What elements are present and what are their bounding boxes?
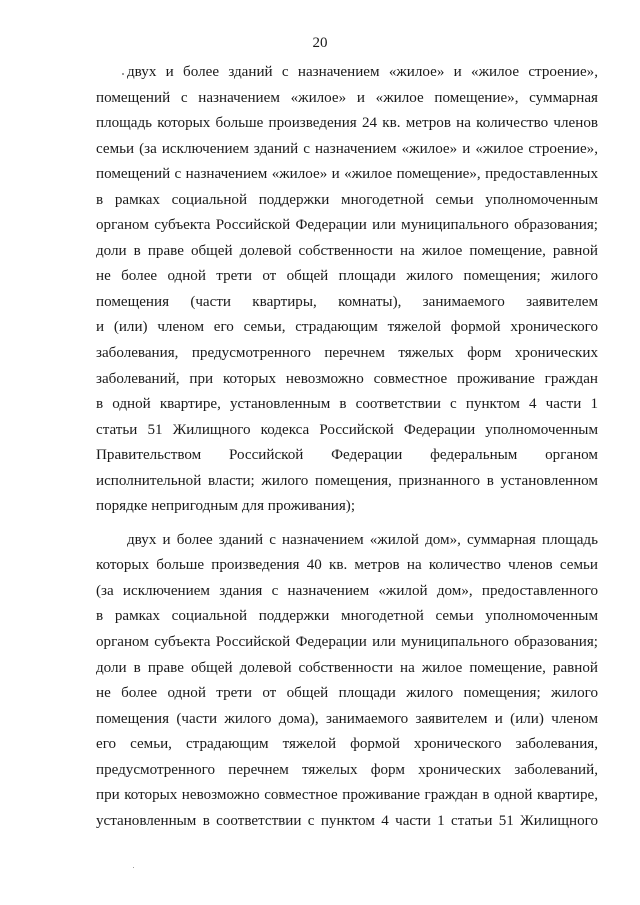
text-line: доли в праве общей долевой собственности на жилое помещение, равной	[96, 242, 598, 259]
text-line: в рамках социальной поддержки многодетной семьи уполномоченным	[96, 191, 598, 208]
text-line: предусмотренного перечнем тяжелых форм хронических заболеваний,	[96, 761, 598, 778]
text-line: статьи 51 Жилищного кодекса Российской Федерации уполномоченным	[96, 421, 598, 438]
text-line: двух и более зданий с назначением «жилой дом», суммарная площадь	[127, 531, 598, 548]
text-line: и (или) членом его семьи, страдающим тяжелой формой хронического	[96, 319, 598, 336]
text-line: в одной квартире, установленным в соответствии с пунктом 4 части 1	[96, 396, 598, 413]
text-line: не более одной трети от общей площади жилого помещения; жилого	[96, 268, 598, 285]
text-line: не более одной трети от общей площади жилого помещения; жилого	[96, 685, 598, 702]
page-number: 20	[312, 35, 328, 51]
text-line: помещений с назначением «жилое» и «жилое помещение», предоставленных	[96, 166, 598, 183]
text-line: при которых невозможно совместное проживание граждан в одной квартире,	[96, 787, 598, 804]
scan-speck	[133, 867, 134, 868]
text-line: которых больше произведения 40 кв. метров на количество членов семьи	[96, 557, 598, 574]
text-line: органом субъекта Российской Федерации или муниципального образования;	[96, 217, 598, 234]
text-line: заболевания, предусмотренного перечнем тяжелых форм хронических	[96, 345, 598, 362]
text-line: органом субъекта Российской Федерации или муниципального образования;	[96, 634, 598, 651]
text-line: помещений с назначением «жилое» и «жилое помещение», суммарная	[96, 89, 598, 106]
body-text	[96, 60, 598, 834]
text-line: в рамках социальной поддержки многодетной семьи уполномоченным	[96, 608, 598, 625]
text-line: установленным в соответствии с пунктом 4 части 1 статьи 51 Жилищного	[96, 812, 598, 829]
text-line: помещения (части жилого дома), занимаемого заявителем и (или) членом	[96, 710, 598, 727]
text-line: доли в праве общей долевой собственности на жилое помещение, равной	[96, 659, 598, 676]
text-line: заболеваний, при которых невозможно совместное проживание граждан	[96, 370, 598, 387]
text-line: помещения (части квартиры, комнаты), занимаемого заявителем	[96, 293, 598, 310]
text-line: двух и более зданий с назначением «жилое» и «жилое строение»,	[127, 64, 598, 80]
text-line: его семьи, страдающим тяжелой формой хронического заболевания,	[96, 736, 598, 753]
paragraph-gap	[96, 520, 598, 528]
text-line: Правительством Российской Федерации федеральным органом	[96, 447, 598, 464]
text-line: семьи (за исключением зданий с назначением «жилое» и «жилое строение»,	[96, 140, 598, 157]
text-line: (за исключением здания с назначением «жилой дом», предоставленного	[96, 582, 598, 599]
text-line: площадь которых больше произведения 24 кв. метров на количество членов	[96, 115, 598, 132]
text-line: порядке непригодным для проживания);	[96, 498, 356, 515]
text-line: исполнительной власти; жилого помещения, признанного в установленном	[96, 472, 598, 489]
